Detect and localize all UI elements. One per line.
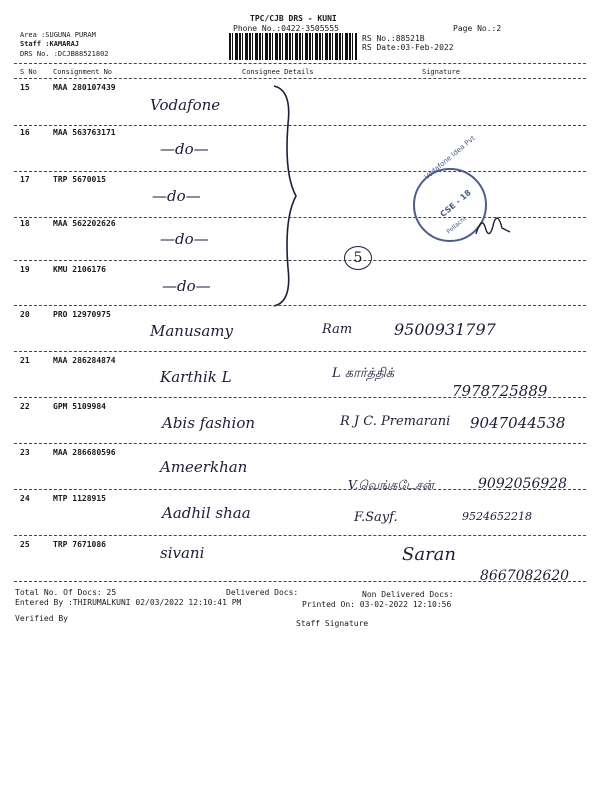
- row-sno: 20: [20, 310, 30, 319]
- row-phone: 7978725889: [452, 382, 548, 400]
- page-number: Page No.:2: [453, 24, 502, 33]
- row-consignee: Karthik L: [160, 368, 232, 386]
- row-consignment: MAA 562202626: [53, 219, 116, 228]
- row-consignee: —do—: [152, 187, 201, 205]
- row-consignment: MAA 563763171: [53, 128, 116, 137]
- row-consignment: TRP 5670015: [53, 175, 106, 184]
- row-signature: Ram: [322, 322, 353, 337]
- phone-number: Phone No.:0422-3505555: [233, 24, 339, 33]
- row-signature: F.Sayf.: [354, 510, 398, 525]
- delivered-docs: Delivered Docs:: [226, 588, 299, 597]
- table-row: [0, 356, 600, 400]
- area-label: Area :SUGUNA PURAM: [20, 31, 96, 39]
- row-consignee: Ameerkhan: [160, 458, 248, 476]
- row-divider: [14, 397, 586, 398]
- row-consignment: MAA 286680596: [53, 448, 116, 457]
- row-signature: R J C. Premarani: [340, 414, 451, 429]
- entered-by: Entered By :THIRUMALKUNI 02/03/2022 12:10:41 PM: [15, 598, 242, 607]
- row-phone: 9524652218: [462, 510, 532, 523]
- verified-by: Verified By: [15, 614, 68, 623]
- table-row: [0, 494, 600, 538]
- count-circle: 5: [344, 246, 372, 270]
- stamp-text-mid: CSE - 18: [438, 188, 473, 219]
- header-divider: [14, 63, 586, 64]
- row-divider: [14, 489, 586, 490]
- document-title: TPC/CJB DRS - KUNI: [250, 14, 337, 23]
- row-sno: 18: [20, 219, 30, 228]
- row-consignee: Vodafone: [150, 96, 221, 114]
- row-divider: [14, 581, 586, 582]
- row-sno: 22: [20, 402, 30, 411]
- barcode: [229, 33, 357, 60]
- row-phone: 9500931797: [394, 320, 496, 339]
- staff-label: Staff :KAMARAJ: [20, 40, 80, 48]
- rs-date: RS Date:03-Feb-2022: [362, 43, 454, 52]
- row-consignment: MAA 280107439: [53, 83, 116, 92]
- row-consignee: —do—: [160, 230, 209, 248]
- row-consignment: KMU 2106176: [53, 265, 106, 274]
- row-signature: V.வெங்கடேசன்: [348, 478, 434, 492]
- stamp-signature-scribble: [474, 212, 514, 242]
- row-signature: L கார்த்திக்: [332, 366, 395, 381]
- column-divider: [14, 78, 586, 79]
- row-phone: 8667082620: [480, 568, 570, 584]
- non-delivered-docs: Non Delivered Docs:: [362, 590, 454, 599]
- row-consignee: Aadhil shaa: [162, 504, 251, 522]
- table-row: [0, 448, 600, 492]
- row-consignee: Abis fashion: [162, 414, 256, 432]
- row-sno: 21: [20, 356, 30, 365]
- drs-number: DRS No. :DCJB88521802: [20, 50, 109, 58]
- rs-number: RS No.:88521B: [362, 34, 425, 43]
- row-phone: 9092056928: [478, 476, 568, 492]
- stamp-text-bottom: Pollachi: [445, 215, 468, 236]
- row-sno: 19: [20, 265, 30, 274]
- row-sno: 23: [20, 448, 30, 457]
- stamp-text-top: Vodafone Idea Pvt: [423, 134, 477, 182]
- table-row: [0, 310, 600, 354]
- grouping-bracket: [270, 84, 310, 308]
- staff-signature: Staff Signature: [296, 619, 369, 628]
- col-sno: S No: [20, 68, 37, 76]
- row-consignment: TRP 7671086: [53, 540, 106, 549]
- total-docs: Total No. Of Docs: 25: [15, 588, 117, 597]
- table-row: [0, 402, 600, 446]
- row-divider: [14, 535, 586, 536]
- row-consignment: PRO 12970975: [53, 310, 111, 319]
- row-consignee: sivani: [160, 544, 205, 562]
- row-consignment: MAA 286284874: [53, 356, 116, 365]
- row-consignee: —do—: [162, 277, 211, 295]
- row-consignment: GPM 5109984: [53, 402, 106, 411]
- row-sno: 25: [20, 540, 30, 549]
- row-sno: 24: [20, 494, 30, 503]
- row-consignee: Manusamy: [150, 322, 233, 340]
- col-consignee: Consignee Details: [242, 68, 314, 76]
- row-divider: [14, 351, 586, 352]
- row-sno: 16: [20, 128, 30, 137]
- row-divider: [14, 443, 586, 444]
- row-consignee: —do—: [160, 140, 209, 158]
- row-sno: 15: [20, 83, 30, 92]
- table-row: [0, 540, 600, 584]
- printed-on: Printed On: 03-02-2022 12:10:56: [302, 600, 452, 609]
- row-sno: 17: [20, 175, 30, 184]
- col-consignment: Consignment No: [53, 68, 113, 76]
- row-signature: Saran: [402, 544, 456, 565]
- col-signature: Signature: [422, 68, 460, 76]
- row-phone: 9047044538: [470, 414, 566, 432]
- row-consignment: MTP 1128915: [53, 494, 106, 503]
